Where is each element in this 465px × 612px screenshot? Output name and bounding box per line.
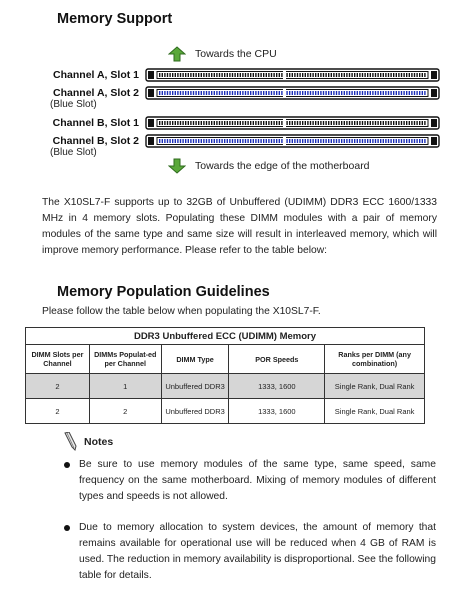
table-cell: 1333, 1600 <box>229 374 325 399</box>
col-header-type: DIMM Type <box>161 345 229 374</box>
slot-label-a2: Channel A, Slot 2 <box>53 87 139 99</box>
col-header-ranks: Ranks per DIMM (any combination) <box>325 345 425 374</box>
memory-support-description: The X10SL7-F supports up to 32GB of Unbuffered (UDIMM) DDR3 ECC 1600/1333 MHz in 4 memory slots. Populating these DIMM modules with a pair of memory modules of the same type and same size will result in interleaved memory, which will improve memory performance. Please refer to the table below: <box>42 197 437 256</box>
towards-edge-label: Towards the edge of the motherboard <box>195 160 370 172</box>
towards-cpu-indicator <box>168 46 277 62</box>
dimm-slot-a1 <box>145 68 440 82</box>
col-header-speeds: POR Speeds <box>229 345 325 374</box>
bullet-dot <box>64 462 70 468</box>
memory-population-table <box>25 327 425 424</box>
dimm-slot-b2 <box>145 134 440 148</box>
table-cell: Single Rank, Dual Rank <box>325 374 425 399</box>
note-item-2: Due to memory allocation to system devices, the amount of memory that remains available for operational use will be reduced when 4 GB of RAM is used. The reduction in memory availability is disproportional. See the following table for details. <box>79 522 436 581</box>
guidelines-intro: Please follow the table below when populating the X10SL7-F. <box>42 306 321 317</box>
notes-label: Notes <box>84 436 114 448</box>
section-heading-population-guidelines: Memory Population Guidelines <box>57 284 270 300</box>
towards-cpu-label: Towards the CPU <box>195 48 277 60</box>
table-row <box>26 374 425 399</box>
table-header-row <box>26 345 425 374</box>
slot-sub-a2: (Blue Slot) <box>50 99 97 110</box>
dimm-slot-b1 <box>145 116 440 130</box>
col-header-slots: DIMM Slots per Channel <box>26 345 90 374</box>
towards-edge-indicator <box>168 158 370 174</box>
table-cell: 2 <box>26 399 90 424</box>
table-cell: 1333, 1600 <box>229 399 325 424</box>
table-cell: Single Rank, Dual Rank <box>325 399 425 424</box>
slot-label-b1: Channel B, Slot 1 <box>52 117 139 129</box>
slot-label-b2: Channel B, Slot 2 <box>52 135 139 147</box>
table-cell: 2 <box>26 374 90 399</box>
col-header-populated: DIMMs Populat-ed per Channel <box>89 345 161 374</box>
table-cell: 2 <box>89 399 161 424</box>
table-cell: Unbuffered DDR3 <box>161 374 229 399</box>
slot-label-a1: Channel A, Slot 1 <box>53 69 139 81</box>
section-heading-memory-support: Memory Support <box>57 11 173 27</box>
note-item-1: Be sure to use memory modules of the same type, same speed, same frequency on the same motherboard. Mixing of memory modules of different types and speeds is not allowed. <box>79 459 436 502</box>
pencil-icon <box>62 432 78 452</box>
table-cell: 1 <box>89 374 161 399</box>
bullet-dot <box>64 525 70 531</box>
arrow-down-icon <box>168 158 186 174</box>
table-cell: Unbuffered DDR3 <box>161 399 229 424</box>
table-row <box>26 399 425 424</box>
notes-header <box>62 432 113 452</box>
dimm-slot-a2 <box>145 86 440 100</box>
slot-sub-b2: (Blue Slot) <box>50 147 97 158</box>
arrow-up-icon <box>168 46 186 62</box>
table-title: DDR3 Unbuffered ECC (UDIMM) Memory <box>26 328 425 345</box>
